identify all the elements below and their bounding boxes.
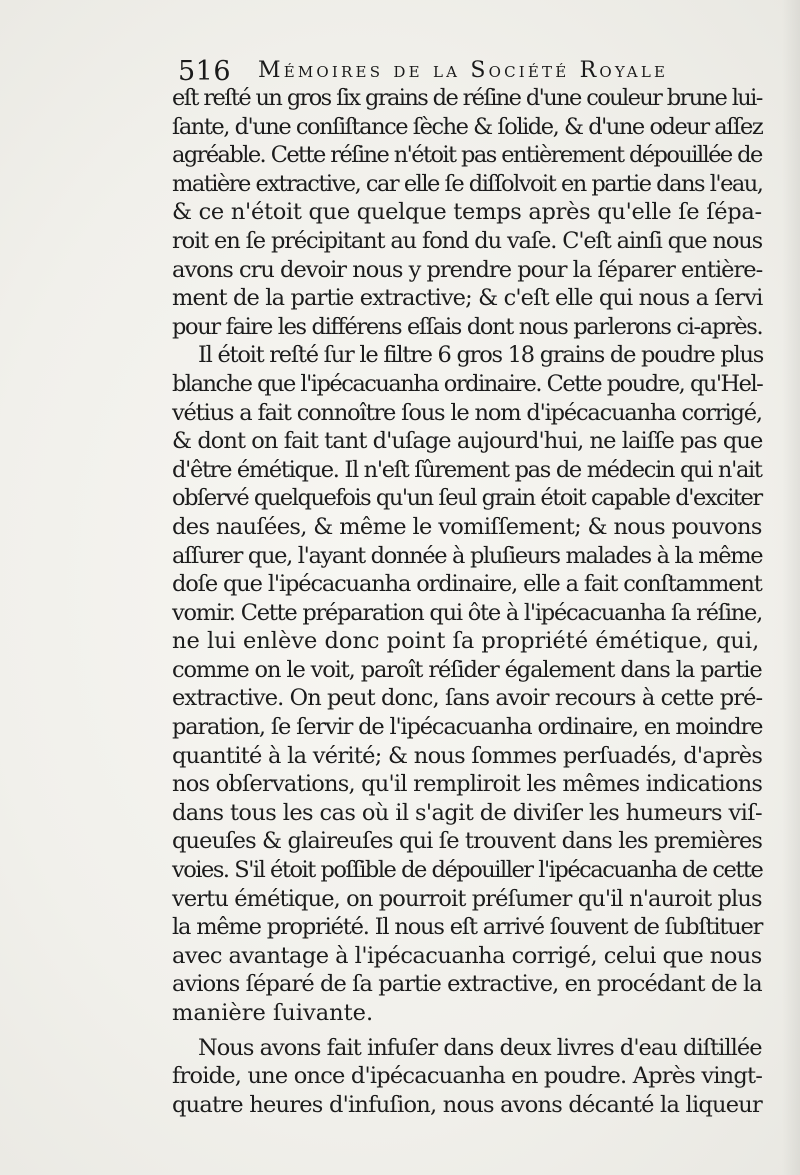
text-line: comme on le voit, paroît réſider également dans la partie [172,656,762,683]
text-line: vomir. Cette préparation qui ôte à l'ipécacuanha ſa réſine, [172,599,763,626]
text-line: doſe que l'ipécacuanha ordinaire, elle a fait conſtamment [172,571,762,598]
paragraph-start-line: Il étoit reſté ſur le filtre 6 gros 18 grains de poudre plus [198,342,763,369]
running-title: Mémoires de la Société Royale [258,58,669,83]
text-line: aſſurer que, l'ayant donnée à pluſieurs malades à la même [172,542,763,569]
text-line: d'être émétique. Il n'eſt ſûrement pas de médecin qui n'ait [172,456,762,483]
text-line: manière ſuivante. [172,1000,374,1026]
text-line: ment de la partie extractive; & c'eſt elle qui nous a ſervi [172,285,763,312]
text-line: vertu émétique, on pourroit préſumer qu'il n'auroit plus [172,885,762,912]
text-line: avions ſéparé de ſa partie extractive, en procédant de la [172,971,762,998]
text-line: des nauſées, & même le vomiſſement; & nous pouvons [172,513,762,540]
text-line: queuſes & glaireuſes qui ſe trouvent dans les premières [172,828,763,855]
text-line: quantité à la vérité; & nous ſommes perſuadés, d'après [172,742,763,769]
text-line: roit en ſe précipitant au fond du vaſe. C'eſt ainſi que nous [172,227,763,254]
text-line: ſante, d'une conſiſtance ſèche & ſolide, & d'une odeur aſſez [172,113,763,140]
text-line: matière extractive, car elle ſe diſſolvoit en partie dans l'eau, [172,170,763,197]
text-line: la même propriété. Il nous eſt arrivé ſouvent de ſubſtituer [172,914,763,941]
body-text [172,84,762,1119]
text-line: agréable. Cette réſine n'étoit pas entièrement dépouillée de [172,142,762,169]
text-line: & ce n'étoit que quelque temps après qu'elle ſe ſépa- [172,199,762,226]
text-line: quatre heures d'infuſion, nous avons décanté la liqueur [172,1091,763,1118]
text-line: paration, ſe ſervir de l'ipécacuanha ordinaire, en moindre [172,714,763,741]
text-line: vétius a fait connoître ſous le nom d'ipécacuanha corrigé, [172,399,762,426]
text-line: dans tous les cas où il s'agit de diviſer les humeurs viſ- [172,799,762,826]
text-line: & dont on fait tant d'uſage aujourd'hui, ne laiſſe pas que [172,428,763,455]
text-line: pour faire les différens eſſais dont nous parlerons ci-après. [172,313,763,340]
page-edge-shadow [782,0,800,1175]
text-line: froide, une once d'ipécacuanha en poudre. Après vingt- [172,1063,763,1090]
text-line: blanche que l'ipécacuanha ordinaire. Cette poudre, qu'Hel- [172,370,763,397]
text-line: avons cru devoir nous y prendre pour la ſéparer entière- [172,256,763,283]
text-line: nos obſervations, qu'il rempliroit les mêmes indications [172,771,763,798]
text-line: ne lui enlève donc point ſa propriété émétique, qui, [172,628,760,655]
page-number: 516 [178,56,232,87]
text-line: extractive. On peut donc, ſans avoir recours à cette pré- [172,685,763,712]
paragraph-start-line: Nous avons fait infuſer dans deux livres d'eau diſtillée [198,1034,762,1061]
text-line: obſervé quelquefois qu'un ſeul grain étoit capable d'exciter [172,485,762,512]
text-line: eſt reſté un gros ſix grains de réſine d'une couleur brune lui- [172,85,762,111]
text-line: avec avantage à l'ipécacuanha corrigé, celui que nous [172,942,762,969]
text-line: voies. S'il étoit poſſible de dépouiller l'ipécacuanha de cette [172,857,763,884]
